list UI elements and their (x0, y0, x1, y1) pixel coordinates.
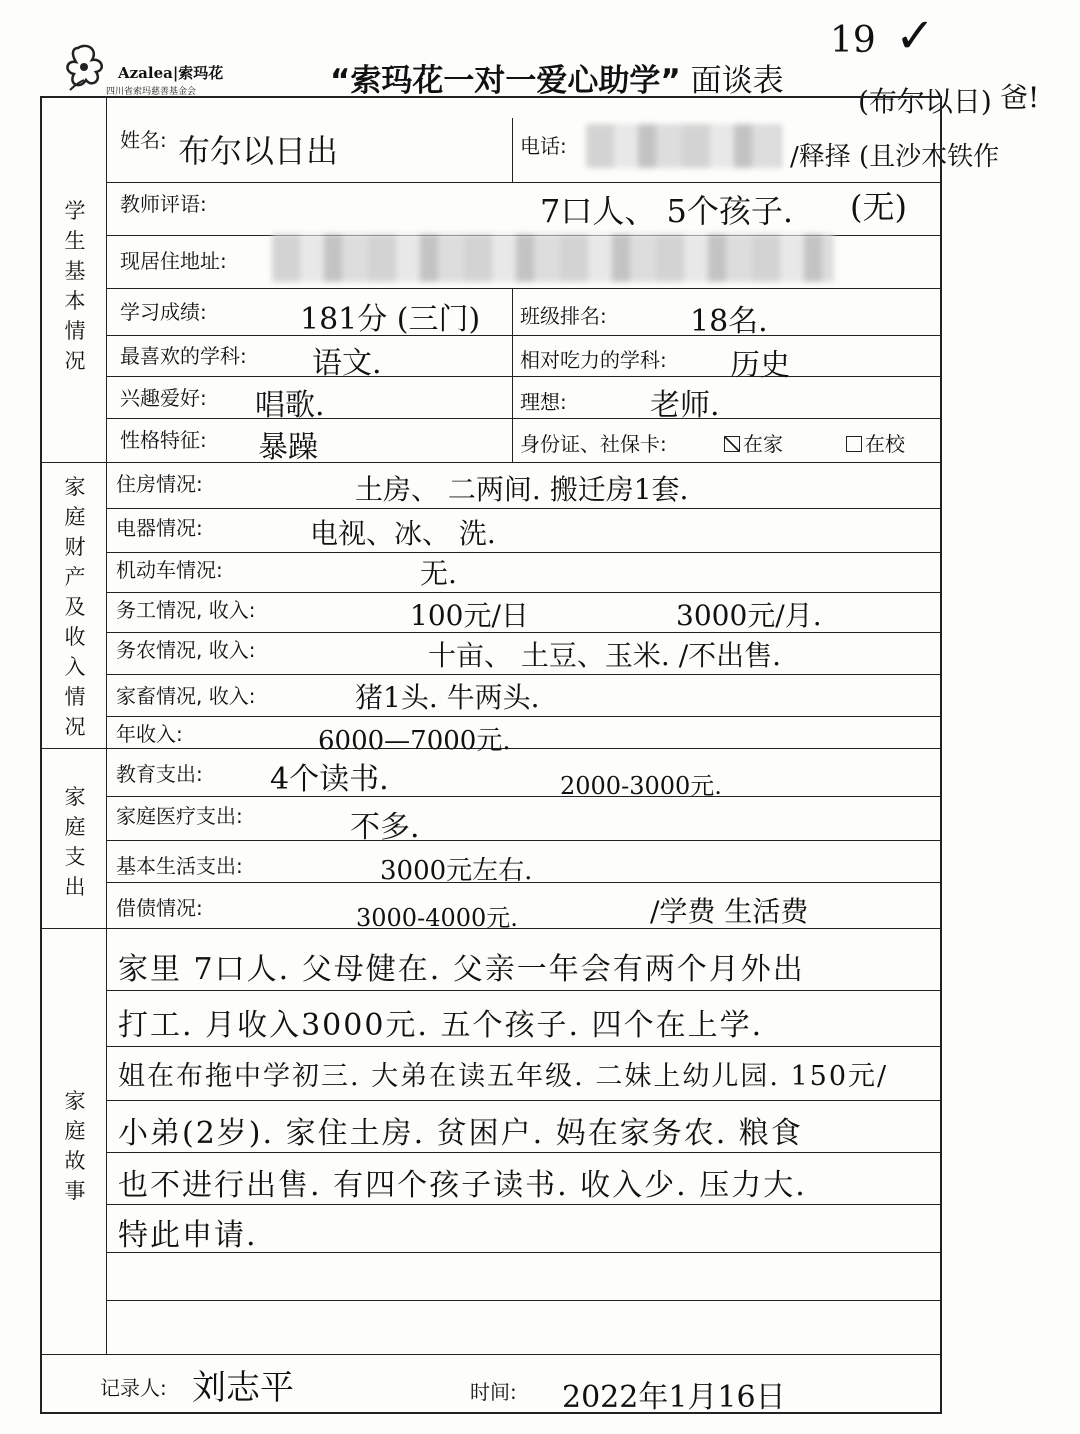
annotation-number: 19 (830, 20, 876, 61)
hobby-label: 兴趣爱好: (120, 386, 207, 410)
title-suffix: 面谈表 (680, 63, 784, 99)
section-family-story: 家庭故事 (64, 1089, 86, 1203)
vehicle-value: 无. (420, 557, 457, 590)
section-line (40, 462, 942, 463)
story-line (106, 990, 942, 991)
medical-expense-label: 家庭医疗支出: (116, 804, 243, 828)
row-line (106, 376, 942, 377)
section-basic-info: 学生基本情况 (64, 199, 86, 373)
ideal-value: 老师. (650, 388, 720, 423)
work-income-daily: 100元/日 (410, 599, 529, 632)
row-line (106, 674, 942, 675)
story-line (106, 1204, 942, 1205)
story-line-5: 也不进行出售. 有四个孩子读书. 收入少. 压力大. (118, 1168, 807, 1203)
education-expense-amount: 2000-3000元. (560, 772, 722, 800)
work-income-monthly: 3000元/月. (676, 599, 822, 632)
foundation-logo (58, 40, 248, 100)
livestock-value: 猪1头. 牛两头. (355, 681, 540, 714)
teacher-comment-value: 7口人、 5个孩子. (540, 192, 794, 230)
appliance-label: 电器情况: (116, 516, 203, 540)
teacher-comment-label: 教师评语: (120, 192, 207, 216)
column-divider (512, 118, 513, 182)
rank-label: 班级排名: (520, 304, 607, 328)
livestock-label: 家畜情况, 收入: (116, 684, 256, 708)
medical-expense-value: 不多. (350, 810, 420, 845)
redacted-phone (586, 124, 782, 168)
story-line (106, 1152, 942, 1153)
hard-subject-value: 历史 (730, 348, 790, 383)
character-label: 性格特征: (120, 428, 207, 452)
farm-income-value: 十亩、 土豆、玉米. /不出售. (428, 639, 782, 672)
work-income-label: 务工情况, 收入: (116, 598, 256, 622)
farm-income-label: 务农情况, 收入: (116, 638, 256, 662)
id-at-home-label: 在家 (743, 432, 783, 456)
vehicle-label: 机动车情况: (116, 558, 223, 582)
logo-subtitle: 四川省索玛慈善基金会 (106, 87, 197, 97)
section-property-income: 家庭财产及收入情况 (64, 475, 86, 739)
row-line (106, 418, 942, 419)
appliance-value: 电视、冰、 洗. (310, 517, 496, 550)
row-line (106, 796, 942, 797)
story-line-6: 特此申请. (118, 1218, 258, 1253)
section-line (40, 1354, 942, 1355)
score-label: 学习成绩: (120, 300, 207, 324)
debt-value: 3000-4000元. (356, 904, 518, 932)
favorite-subject-label: 最喜欢的学科: (120, 344, 247, 368)
debt-note: /学费 生活费 (650, 895, 809, 928)
row-line (106, 552, 942, 553)
row-line (106, 288, 942, 289)
row-line (106, 592, 942, 593)
section-divider (106, 96, 107, 1354)
story-line-1: 家里 7口人. 父母健在. 父亲一年会有两个月外出 (118, 952, 805, 987)
phone-label: 电话: (520, 134, 567, 158)
annual-income-label: 年收入: (116, 722, 183, 746)
name-value: 布尔以日出 (178, 132, 339, 170)
hobby-value: 唱歌. (255, 388, 325, 423)
rank-value: 18名. (690, 304, 768, 339)
story-line-3: 姐在布拖中学初三. 大弟在读五年级. 二妹上幼儿园. 150元/ (118, 1061, 889, 1092)
living-expense-value: 3000元左右. (380, 856, 533, 886)
id-at-school-label: 在校 (865, 432, 905, 456)
time-label: 时间: (470, 1380, 517, 1404)
housing-value: 土房、 二两间. 搬迁房1套. (355, 473, 689, 506)
page-title (330, 55, 784, 100)
annual-income-value: 6000—7000元. (318, 726, 511, 756)
story-line (106, 1300, 942, 1301)
story-line-2: 打工. 月收入3000元. 五个孩子. 四个在上学. (118, 1008, 764, 1043)
column-divider (512, 288, 513, 462)
favorite-subject-value: 语文. (312, 346, 382, 381)
section-expense: 家庭支出 (64, 785, 86, 899)
row-line (106, 182, 942, 183)
living-expense-label: 基本生活支出: (116, 854, 243, 878)
recorder-value: 刘志平 (192, 1368, 294, 1408)
check-mark-icon: ✓ (895, 8, 936, 64)
story-line (106, 1100, 942, 1101)
address-label: 现居住地址: (120, 249, 227, 273)
redacted-address (272, 234, 834, 282)
id-at-school-option[interactable] (846, 428, 905, 457)
recorder-label: 记录人: (100, 1376, 167, 1400)
time-value: 2022年1月16日 (562, 1380, 786, 1415)
row-line (106, 508, 942, 509)
annotation-note: 爸! (1000, 81, 1040, 114)
logo-text: Azalea|索玛花 (118, 64, 224, 82)
annotation-relation: /释择 (且沙木铁作 (790, 142, 1000, 172)
row-line (106, 840, 942, 841)
story-line-4: 小弟(2岁). 家住土房. 贫困户. 妈在家务农. 粮食 (118, 1116, 803, 1151)
education-expense-label: 教育支出: (116, 762, 203, 786)
ideal-label: 理想: (520, 390, 567, 414)
checkbox-icon[interactable] (846, 436, 862, 452)
id-at-home-option[interactable] (724, 428, 783, 457)
id-card-label: 身份证、社保卡: (520, 432, 667, 456)
teacher-comment-extra: (无) (850, 188, 907, 226)
name-label: 姓名: (120, 128, 167, 152)
checked-box-icon[interactable] (724, 436, 740, 452)
debt-label: 借债情况: (116, 896, 203, 920)
score-value: 181分 (三门) (300, 302, 481, 337)
row-line (106, 335, 942, 336)
hard-subject-label: 相对吃力的学科: (520, 348, 667, 372)
row-line (106, 716, 942, 717)
title-main: “索玛花一对一爱心助学” (330, 63, 681, 99)
education-expense-value: 4个读书. (270, 762, 389, 797)
annotation-name: (布尔以日) (858, 85, 992, 118)
character-value: 暴躁 (258, 430, 318, 465)
story-line (106, 1046, 942, 1047)
housing-label: 住房情况: (116, 472, 203, 496)
